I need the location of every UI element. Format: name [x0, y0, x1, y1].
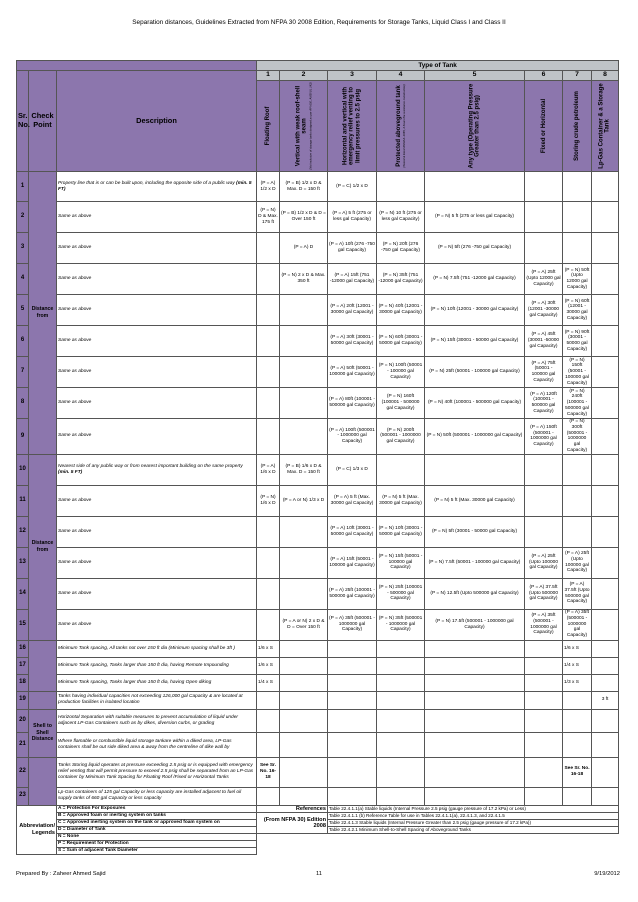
type-of-tank-header: Type of Tank	[257, 61, 619, 71]
description-cell: Same as above	[57, 388, 257, 419]
type-number-7: 7	[563, 71, 592, 81]
references-title: References	[257, 805, 328, 813]
description-cell: Minimum Tank spacing, All tanks not over 150 ft dia (Minimum spacing shall be 3ft )	[57, 640, 257, 657]
table-row: 14 Same as above (P = A) 25ft (100001 - 500000 gal Capacity) (P = N) 25ft (100001 - 500000 gal Capacity) (P = N) 12.5ft (Upto 500000 gal Capacity) (P = A) 37.5ft (Upto 500000 gal Capacity) (P = A) 37.5ft (Upto 500000 gal Capacity)	[17, 578, 619, 609]
reference-item: Table 22.4.1.3 Stable liquids (Internal Pressure Greater than 2.5 psig (gauge pressure of 17.2 kPa))	[328, 820, 619, 827]
table-row: 10 Distance from Nearest side of any public way or from nearest important building on the same property (min. 5 FT) (P = A) 1/6 x D (P = B) 1/6 x D & Max. D = 150 ft (P = C) 1/3 x D	[17, 454, 619, 485]
table-row: 22 Tanks Storing liquid operates at pressure exceeding 2.5 psig or is equipped with emergency relief venting that will permit pressure to exceed 2.5 psig shall be separated from an LP-Gas container by Minimum Tank Spacing for Floating Roof /Fixed or Horizontal Tanks See Sr. No. 16-18 See Sr. No. 16-18	[17, 757, 619, 787]
legend-item: P = Requirement for Protection	[57, 841, 257, 848]
group-distance-from-1: Distance from	[29, 172, 57, 455]
group-distance-from-2: Distance from	[29, 454, 57, 640]
type-number-1: 1	[257, 71, 280, 81]
description-cell: Same as above	[57, 516, 257, 547]
description-header: Description	[57, 71, 257, 172]
type-lp-gas-container: Lp-Gas Container & a Storage Tank	[592, 81, 619, 172]
type-number-4: 4	[377, 71, 425, 81]
page-title: Separation distances, Guidelines Extracted from NFPA 30 2008 Edition, Requirements for Storage Tanks, Liquid Class I and Class II	[132, 19, 506, 26]
description-cell: Horizontal Separation with suitable measures to prevent accumulation of liquid under adjacent LP-Gas Containers such as by dikes, diversion curbs, or grading	[57, 709, 257, 732]
description-cell: Same as above	[57, 202, 257, 233]
table-row: 1 Distance from Property line that is or can be built upon, including the opposite side of a public way (min. 5 FT) (P = A) 1/2 x D (P = B) 1/2 x D & Max. D = 150 ft (P = C) 1/2 x D	[17, 172, 619, 202]
reference-item: Table 22.4.2.1 Minimum Shell-to-Shell Spacing of Aboveground Tanks	[328, 827, 619, 834]
description-cell: Tanks Storing liquid operates at pressure exceeding 2.5 psig or is equipped with emergency relief venting that will permit pressure to exceed 2.5 psig shall be separated from an LP-Gas container by Minimum Tank Spacing for Floating Roof /Fixed or Horizontal Tanks	[57, 757, 257, 787]
table-row: 23 Lp-Gas containers of 125 gal Capacity or less capacity are installed adjacent to fuel oil supply tanks of 660 gal Capacity or less capacity	[17, 787, 619, 805]
table-row: 4 Same as above (P = N) 2 x D & Max. 350 ft (P = A) 15ft (751 -12000 gal Capacity) (P = N) 35ft (751 -12000 gal Capacity) (P = N) 7.5ft (751 -12000 gal Capacity) (P = A) 25ft (Upto 12000 gal Capacity) (P = N) 50ft (Upto 12000 gal Capacity)	[17, 264, 619, 295]
reference-item: Table 22.4.1.1 (b) Reference Table for use in Tables 22.4.1.1(a), 22.4.1.3, and 22.4.1.5	[328, 813, 619, 820]
table-row: 16 Minimum Tank spacing, All tanks not over 150 ft dia (Minimum spacing shall be 3ft ) 1/6 x S 1/6 x S	[17, 640, 619, 657]
description-cell: Property line that is or can be built upon, including the opposite side of a public way (min. 5 FT)	[57, 172, 257, 202]
table-row: 17 Minimum Tank spacing, Tanks larger than 150 ft dia, having Remote Impounding 1/6 x S 1/4 x S	[17, 657, 619, 674]
description-cell: Minimum Tank spacing, Tanks larger than 150 ft dia, having Open diking	[57, 674, 257, 691]
description-cell: Same as above	[57, 326, 257, 357]
description-cell: Same as above	[57, 357, 257, 388]
table-row: 15 Same as above (P = A or N) 2 x D & D = Over 150 ft (P = A) 35ft (500001 - 1000000 gal Capacity) (P = N) 35ft (500001 - 1000000 gal Capacity) (P = N) 17.5ft (500001 - 1000000 gal Capacity) (P = A) 35ft (500001 - 1000000 gal Capacity) (P = A) 35ft (500001 - 1000000 gal Capacity)	[17, 609, 619, 640]
type-number-5: 5	[425, 71, 525, 81]
description-cell: Nearest side of any public way or from nearest important building on the same property (min. 5 FT)	[57, 454, 257, 485]
table-row: 8 Same as above (P = A) 80ft (100001 - 500000 gal Capacity) (P = N) 160ft (100001 - 500000 gal Capacity) (P = N) 40ft (100001 - 500000 gal Capacity) (P = A) 120ft (100001 - 500000 gal Capacity) (P = N) 240ft (100001 - 500000 gal Capacity)	[17, 388, 619, 419]
table-row: 18 Minimum Tank spacing, Tanks larger than 150 ft dia, having Open diking 1/4 x S 1/3 x S	[17, 674, 619, 691]
type-number-8: 8	[592, 71, 619, 81]
legend-item: D = Diameter of Tank	[57, 827, 257, 834]
check-point-header: Check Point	[29, 71, 57, 172]
description-cell: Same as above	[57, 295, 257, 326]
type-number-3: 3	[328, 71, 377, 81]
description-cell: Same as above	[57, 485, 257, 516]
description-cell: Minimum Tank spacing, Tanks larger than 150 ft dia, having Remote Impounding	[57, 657, 257, 674]
description-cell: Same as above	[57, 609, 257, 640]
legend-item: A = Protection For Exposures	[57, 805, 257, 813]
description-cell: Same as above	[57, 233, 257, 264]
description-cell: Tanks having individual capacities not exceeding 126,000 gal Capacity & are located at production facilities in isolated location	[57, 691, 257, 709]
table-row: 3 Same as above (P = A) D (P = A) 10ft (276 -750 gal Capacity) (P = N) 20ft (276 -750 gal Capacity) (P = N) 5ft (276 -750 gal Capacity)	[17, 233, 619, 264]
table-row: 11 Same as above (P = N) 1/6 x D (P = A or N) 1/3 x D (P = A) 5 ft (Max. 30000 gal Capacity) (P = N) 5 ft (Max. 30000 gal Capacity) (P = N) 5 ft (Max. 30000 gal Capacity)	[17, 485, 619, 516]
legend-item: B = Approved foam or inerting system on tanks	[57, 813, 257, 820]
type-floating-roof: Floating Roof	[257, 81, 280, 172]
legend-item: S = Sum of adjacent Tank Diameter	[57, 848, 257, 855]
table-row: 13 Same as above (P = A) 15ft (50001 - 100000 gal Capacity) (P = N) 15ft (50001 - 100000 gal Capacity) (P = N) 7.5ft (50001 - 100000 gal Capacity) (P = A) 25ft (Upto 100000 gal Capacity) (P = A) 25ft (Upto 100000 gal Capacity)	[17, 547, 619, 578]
type-horizontal-vertical-relief: Horizontal and vertical with emergency relief venting to limit pressures to 2.5 psig	[328, 81, 377, 172]
table-row: 19 Tanks having individual capacities not exceeding 126,000 gal Capacity & are located at production facilities in isolated location 3 ft	[17, 691, 619, 709]
legend-item: C = Approved inerting system on the tank or approved foam system on	[57, 820, 257, 827]
type-protected-aboveground: Protected aboveground tank (Tested & listed ANSI/UL 2085, 2 hours fire resistance construction)	[377, 81, 425, 172]
table-row: 9 Same as above (P = A) 100ft (500001 - 1000000 gal Capacity) (P = N) 200ft (500001 - 1000000 gal Capacity) (P = N) 50ft (500001 - 1000000 gal Capacity) (P = A) 150ft (500001 - 1000000 gal Capacity) (P = N) 300ft (500001 - 1000000 gal Capacity)	[17, 419, 619, 455]
reference-item: Table 22.4.1.1(a) Stable liquids (Internal Pressure 2.5 psig (gauge pressure of 17.2 kPa) or Less)	[328, 805, 619, 813]
references-source: (From NFPA 30) Edition 2008	[257, 813, 328, 834]
legend-title: Abbreviation/ Legends	[17, 805, 57, 855]
table-row: 6 Same as above (P = A) 30ft (30001 - 50000 gal Capacity) (P = N) 60ft (30001 - 50000 gal Capacity) (P = N) 15ft (30001 - 50000 gal Capacity) (P = A) 45ft (30001 -50000 gal Capacity) (P = N) 90ft (30001 - 50000 gal Capacity)	[17, 326, 619, 357]
table-row: 2 Same as above (P = N) D & Max. 175 ft (P = B) 1/2 x D & D = Over 150 ft (P = A) 5 ft (275 or less gal Capacity) (P = N) 10 ft (275 or less gal Capacity) (P = N) 5 ft (275 or less gal Capacity)	[17, 202, 619, 233]
page-number: 11	[315, 871, 323, 877]
description-cell: Same as above	[57, 419, 257, 455]
separation-distance-table	[16, 60, 619, 855]
description-cell: Same as above	[57, 578, 257, 609]
table-row: 5 Same as above (P = A) 20ft (12001 - 30000 gal Capacity) (P = N) 40ft (12001 - 30000 gal Capacity) (P = N) 10ft (12001 - 30000 gal Capacity) (P = A) 30ft (12001 -30000 gal Capacity) (P = N) 60ft (12001 - 30000 gal Capacity)	[17, 295, 619, 326]
type-any-type-pressure: Any type (Operating Pressure Greater than 2.5 psig)	[425, 81, 525, 172]
type-number-2: 2	[280, 71, 328, 81]
description-cell: Same as above	[57, 264, 257, 295]
type-number-6: 6	[525, 71, 563, 81]
type-fixed-horizontal: Fixed or Horizontal	[525, 81, 563, 172]
table-row: 7 Same as above (P = A) 50ft (50001 - 100000 gal Capacity) (P = N) 100ft (50001 - 100000 gal Capacity) (P = N) 25ft (50001 - 100000 gal Capacity) (P = A) 75ft (50001 - 100000 gal Capacity) (P = N) 150ft (50001 - 100000 gal Capacity)	[17, 357, 619, 388]
type-crude-petroleum: Storing crude petroleum	[563, 81, 592, 172]
table-row: 20 Shell to Shell Distance Horizontal Separation with suitable measures to prevent accumulation of liquid under adjacent LP-Gas Containers such as by dikes, diversion curbs, or grading	[17, 709, 619, 732]
prepared-by: Prepared By : Zaheer Ahmed Sajid	[16, 871, 106, 877]
group-shell-to-shell: Shell to Shell Distance	[29, 709, 57, 757]
description-cell: Lp-Gas containers of 125 gal Capacity or less capacity are installed adjacent to fuel oil supply tanks of 660 gal Capacity or less capacity	[57, 787, 257, 805]
legend-item: N = None	[57, 834, 257, 841]
type-vertical-weak-seam: Vertical with weak roof-shell seam (Not inclusive of storage tanks designed as per API 650, ANSI/UL 142)	[280, 81, 328, 172]
description-cell: Where flamable or combustible liquid storage tankare within a diked area, LP-Gas containers shall be out side diked area & away from the centreline of dike wall by	[57, 732, 257, 757]
document-date: 9/19/2012	[594, 871, 620, 877]
table-row: 21 Where flamable or combustible liquid storage tankare within a diked area, LP-Gas containers shall be out side diked area & away from the centreline of dike wall by	[17, 732, 619, 757]
table-row: 12 Same as above (P = A) 10ft (30001 - 50000 gal Capacity) (P = N) 10ft (30001 - 50000 gal Capacity) (P = N) 5ft (30001 - 50000 gal Capacity)	[17, 516, 619, 547]
description-cell: Same as above	[57, 547, 257, 578]
sr-no-header: Sr. No.	[17, 71, 29, 172]
